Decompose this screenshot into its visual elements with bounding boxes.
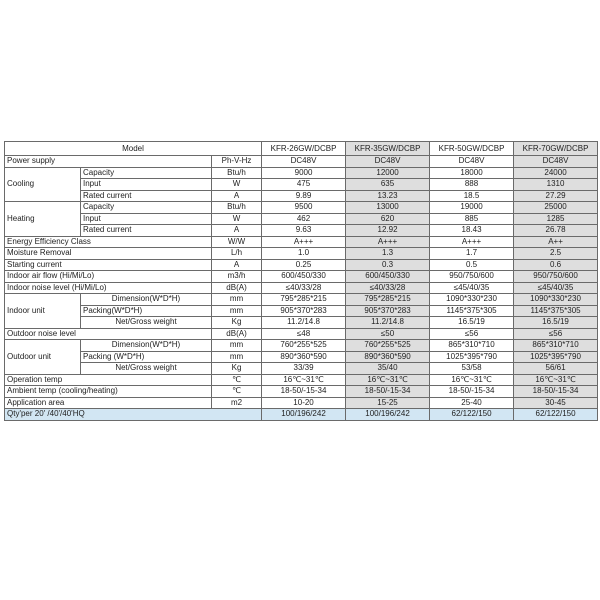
row-unit: mm (212, 351, 262, 363)
cell: 15-25 (346, 397, 430, 409)
table-row (5, 305, 598, 317)
row-label: Rated current (81, 225, 212, 237)
row-label: Packing (W*D*H) (81, 351, 212, 363)
row-unit: m3/h (212, 271, 262, 283)
row-unit: Btu/h (212, 202, 262, 214)
table-row (5, 190, 598, 202)
cell: 12.92 (346, 225, 430, 237)
cell: ≤56 (514, 328, 598, 340)
row-label: Input (81, 213, 212, 225)
cell: 56/61 (514, 363, 598, 375)
row-label: Indoor air flow (Hi/Mi/Lo) (5, 271, 212, 283)
cell: 25-40 (430, 397, 514, 409)
cell: 18-50/-15-34 (514, 386, 598, 398)
row-label: Packing(W*D*H) (81, 305, 212, 317)
cell: 950/750/600 (430, 271, 514, 283)
cell: 9.89 (262, 190, 346, 202)
cell: 2.5 (514, 248, 598, 260)
table-row (5, 386, 598, 398)
cell: DC48V (430, 156, 514, 168)
cell: 865*310*710 (430, 340, 514, 352)
cell: 16℃~31℃ (262, 374, 346, 386)
cell: 18-50/-15-34 (430, 386, 514, 398)
group-label: Outdoor unit (5, 340, 81, 375)
row-label: Ambient temp (cooling/heating) (5, 386, 212, 398)
row-unit: A (212, 259, 262, 271)
row-unit: L/h (212, 248, 262, 260)
cell: 62/122/150 (514, 409, 598, 421)
row-unit: dB(A) (212, 282, 262, 294)
row-unit: ℃ (212, 374, 262, 386)
cell: 24000 (514, 167, 598, 179)
cell: DC48V (514, 156, 598, 168)
group-label: Heating (5, 202, 81, 237)
table-row (5, 351, 598, 363)
cell: ≤40/33/28 (262, 282, 346, 294)
model-col-2: KFR-35GW/DCBP (346, 142, 430, 156)
cell: 11.2/14.8 (346, 317, 430, 329)
cell: 905*370*283 (346, 305, 430, 317)
table-row-qty (5, 409, 598, 421)
cell: 18-50/-15-34 (262, 386, 346, 398)
cell: 888 (430, 179, 514, 191)
cell: DC48V (346, 156, 430, 168)
cell: 13000 (346, 202, 430, 214)
cell: 795*285*215 (262, 294, 346, 306)
cell: 0.5 (430, 259, 514, 271)
row-label: Indoor noise level (Hi/Mi/Lo) (5, 282, 212, 294)
table-row (5, 328, 598, 340)
table-row (5, 282, 598, 294)
row-label: Qty'per 20' /40'/40'HQ (5, 409, 262, 421)
cell: 600/450/330 (262, 271, 346, 283)
cell: 760*255*525 (346, 340, 430, 352)
cell: 1025*395*790 (514, 351, 598, 363)
cell: 13.23 (346, 190, 430, 202)
cell: 18.43 (430, 225, 514, 237)
row-label: Operation temp (5, 374, 212, 386)
row-label: Dimension(W*D*H) (81, 340, 212, 352)
cell: 0.25 (262, 259, 346, 271)
group-label: Cooling (5, 167, 81, 202)
cell: 100/196/242 (262, 409, 346, 421)
row-unit: Kg (212, 363, 262, 375)
cell: 16.5/19 (430, 317, 514, 329)
header-row (5, 142, 598, 156)
cell: 11.2/14.8 (262, 317, 346, 329)
row-label: Dimension(W*D*H) (81, 294, 212, 306)
row-unit: Btu/h (212, 167, 262, 179)
row-label: Net/Gross weight (81, 363, 212, 375)
row-unit: dB(A) (212, 328, 262, 340)
row-unit: A (212, 225, 262, 237)
cell: ≤45/40/35 (514, 282, 598, 294)
cell: 950/750/600 (514, 271, 598, 283)
row-label: Moisture Removal (5, 248, 212, 260)
row-label: Energy Efficiency Class (5, 236, 212, 248)
cell: A++ (514, 236, 598, 248)
table-row (5, 202, 598, 214)
row-label: Application area (5, 397, 212, 409)
row-label: Capacity (81, 167, 212, 179)
row-unit: A (212, 190, 262, 202)
cell: 885 (430, 213, 514, 225)
cell: ≤50 (346, 328, 430, 340)
cell: 10-20 (262, 397, 346, 409)
cell: 865*310*710 (514, 340, 598, 352)
cell: 16℃~31℃ (346, 374, 430, 386)
cell: A+++ (430, 236, 514, 248)
row-unit: ℃ (212, 386, 262, 398)
cell: 100/196/242 (346, 409, 430, 421)
table-row (5, 271, 598, 283)
table-row (5, 294, 598, 306)
cell: 26.78 (514, 225, 598, 237)
cell: 1090*330*230 (514, 294, 598, 306)
cell: ≤40/33/28 (346, 282, 430, 294)
table-row (5, 340, 598, 352)
cell: DC48V (262, 156, 346, 168)
cell: 35/40 (346, 363, 430, 375)
cell: 0.6 (514, 259, 598, 271)
cell: 890*360*590 (262, 351, 346, 363)
cell: 795*285*215 (346, 294, 430, 306)
cell: 18.5 (430, 190, 514, 202)
row-label: Input (81, 179, 212, 191)
cell: 760*255*525 (262, 340, 346, 352)
cell: 1285 (514, 213, 598, 225)
cell: 25000 (514, 202, 598, 214)
cell: 16℃~31℃ (430, 374, 514, 386)
row-unit: W/W (212, 236, 262, 248)
cell: A+++ (346, 236, 430, 248)
row-unit: W (212, 179, 262, 191)
cell: 19000 (430, 202, 514, 214)
cell: 27.29 (514, 190, 598, 202)
cell: 1145*375*305 (514, 305, 598, 317)
table-row (5, 248, 598, 260)
table-row (5, 213, 598, 225)
table-row (5, 225, 598, 237)
cell: 1310 (514, 179, 598, 191)
cell: ≤45/40/35 (430, 282, 514, 294)
row-label: Power supply (5, 156, 212, 168)
cell: 18-50/-15-34 (346, 386, 430, 398)
cell: 9500 (262, 202, 346, 214)
cell: 30-45 (514, 397, 598, 409)
cell: 620 (346, 213, 430, 225)
cell: 53/58 (430, 363, 514, 375)
row-unit: m2 (212, 397, 262, 409)
cell: 905*370*283 (262, 305, 346, 317)
cell: 9000 (262, 167, 346, 179)
cell: 16℃~31℃ (514, 374, 598, 386)
cell: 62/122/150 (430, 409, 514, 421)
cell: ≤56 (430, 328, 514, 340)
row-unit: mm (212, 340, 262, 352)
model-col-4: KFR-70GW/DCBP (514, 142, 598, 156)
cell: 635 (346, 179, 430, 191)
cell: 1.3 (346, 248, 430, 260)
row-label: Rated current (81, 190, 212, 202)
cell: ≤48 (262, 328, 346, 340)
cell: 1.7 (430, 248, 514, 260)
table-row (5, 397, 598, 409)
table-row (5, 179, 598, 191)
row-unit: mm (212, 294, 262, 306)
table-row (5, 374, 598, 386)
table-row (5, 259, 598, 271)
model-header: Model (5, 142, 262, 156)
row-label: Net/Gross weight (81, 317, 212, 329)
row-label: Starting current (5, 259, 212, 271)
model-col-1: KFR-26GW/DCBP (262, 142, 346, 156)
cell: 1145*375*305 (430, 305, 514, 317)
table-row (5, 156, 598, 168)
cell: 0.3 (346, 259, 430, 271)
cell: 475 (262, 179, 346, 191)
cell: 890*360*590 (346, 351, 430, 363)
cell: 12000 (346, 167, 430, 179)
row-unit: W (212, 213, 262, 225)
row-unit: mm (212, 305, 262, 317)
cell: 1.0 (262, 248, 346, 260)
cell: 600/450/330 (346, 271, 430, 283)
row-unit: Kg (212, 317, 262, 329)
cell: 1025*395*790 (430, 351, 514, 363)
cell: 33/39 (262, 363, 346, 375)
row-label: Outdoor noise level (5, 328, 212, 340)
cell: 18000 (430, 167, 514, 179)
group-label: Indoor unit (5, 294, 81, 329)
cell: 9.63 (262, 225, 346, 237)
cell: 1090*330*230 (430, 294, 514, 306)
table-row (5, 363, 598, 375)
table-row (5, 236, 598, 248)
spec-table (4, 141, 598, 421)
cell: A+++ (262, 236, 346, 248)
row-unit: Ph-V-Hz (212, 156, 262, 168)
row-label: Capacity (81, 202, 212, 214)
table-row (5, 317, 598, 329)
model-col-3: KFR-50GW/DCBP (430, 142, 514, 156)
cell: 16.5/19 (514, 317, 598, 329)
table-row (5, 167, 598, 179)
cell: 462 (262, 213, 346, 225)
